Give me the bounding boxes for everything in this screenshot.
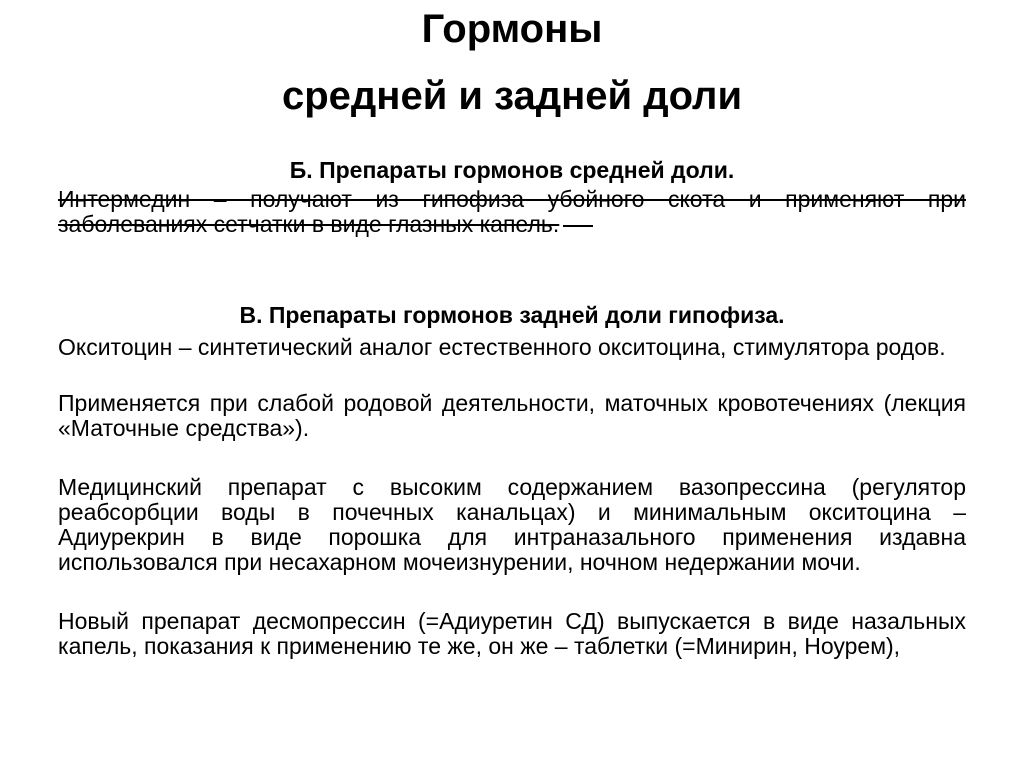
section-b-paragraph xyxy=(58,187,966,237)
strike-tail-line xyxy=(563,225,593,227)
section-v-paragraph-4: Новый препарат десмопрессин (=Адиуретин СД) выпускается в виде назальных капель, показания к применению те же, он же – таблетки (=Минирин, Ноурем), xyxy=(58,608,966,659)
slide-title-line-1: Гормоны xyxy=(421,7,603,51)
section-v-paragraph-1: Окситоцин – синтетический аналог естественного окситоцина, стимулятора родов. xyxy=(58,334,946,360)
section-v-heading: В. Препараты гормонов задней доли гипофиза. xyxy=(239,302,785,328)
section-b-text-struck: Интермедин – получают из гипофиза убойного скота и применяют при заболеваниях сетчатки в виде глазных капель. xyxy=(58,186,966,237)
section-v-paragraph-3: Медицинский препарат с высоким содержанием вазопрессина (регулятор реабсорбции воды в почечных канальцах) и минимальным окситоцина – Адиурекрин в виде порошка для интраназального применения издавна использовался при несахарном мочеизнурении, ночном недержании мочи. xyxy=(58,474,966,575)
section-b-heading: Б. Препараты гормонов средней доли. xyxy=(289,157,735,183)
section-v-paragraph-2: Применяется при слабой родовой деятельности, маточных кровотечениях (лекция «Маточные средства»). xyxy=(58,390,966,441)
slide-title-line-2: средней и задней доли xyxy=(281,74,743,118)
